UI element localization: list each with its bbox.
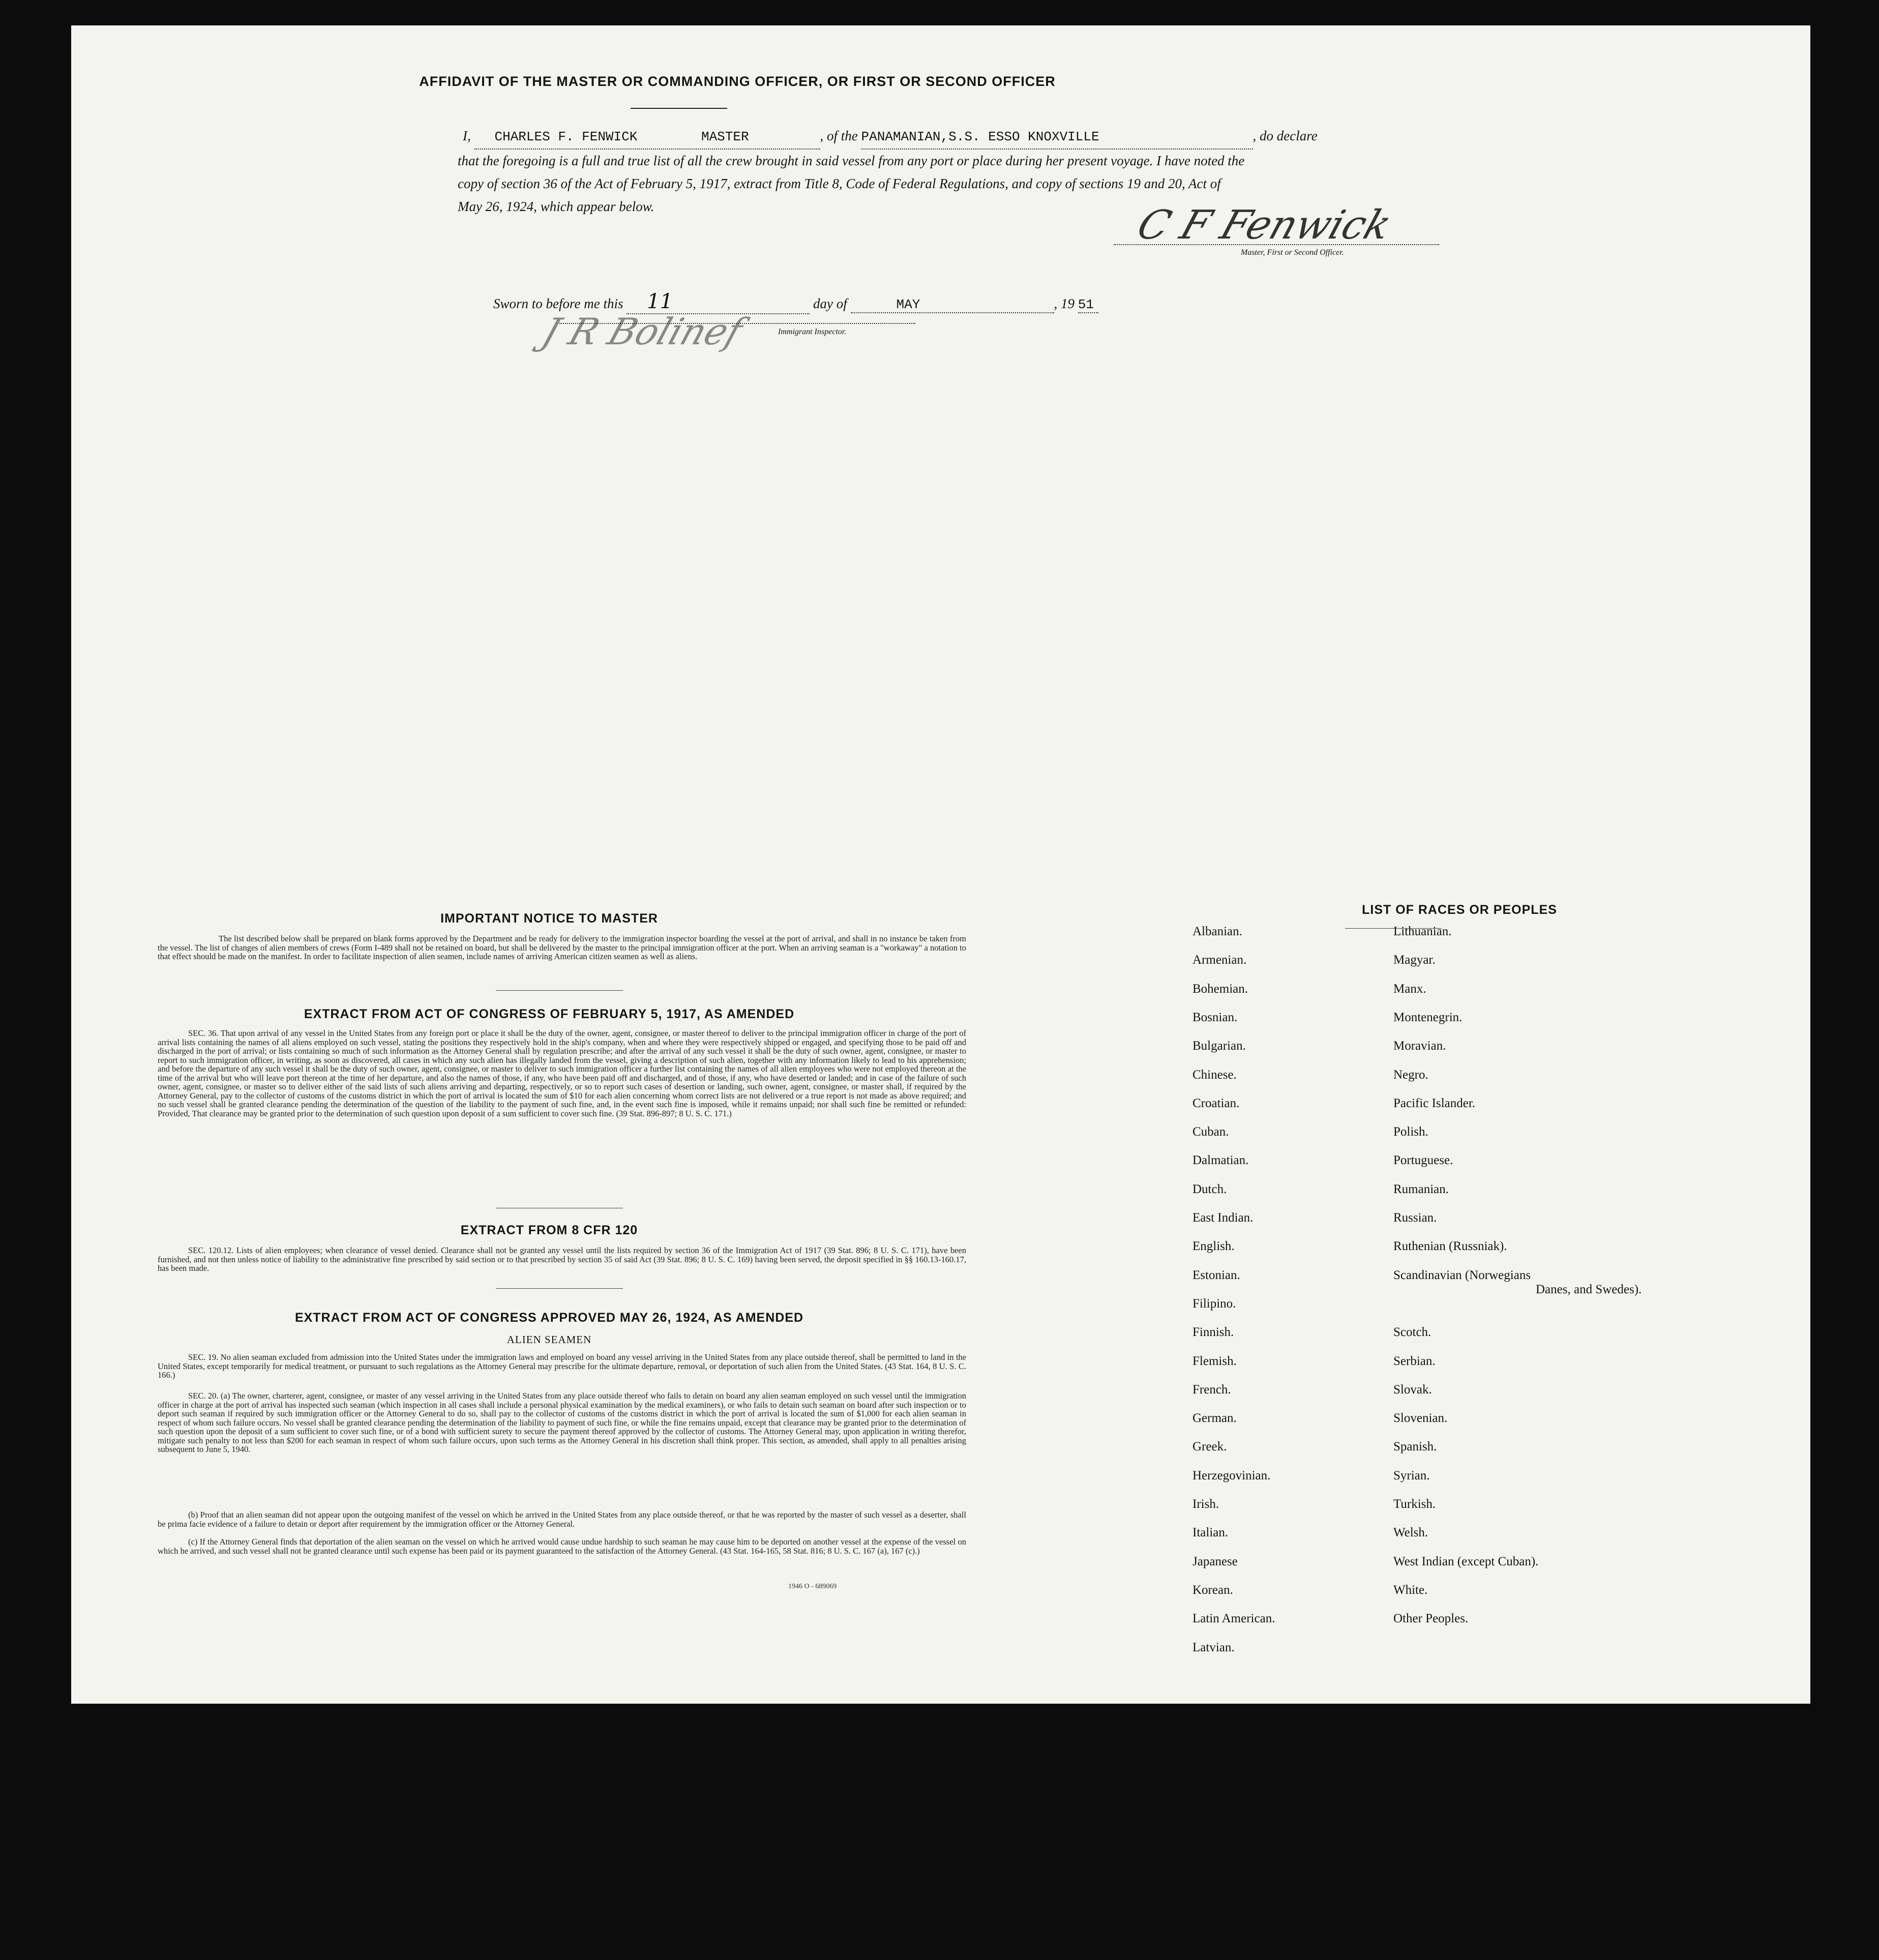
- master-signature: C F Fenwick: [1131, 202, 1397, 248]
- race-item: Pacific Islander.: [1393, 1096, 1476, 1110]
- race-item: Slovak.: [1393, 1382, 1432, 1397]
- race-item: Japanese: [1192, 1554, 1238, 1568]
- race-item: Finnish.: [1192, 1325, 1234, 1340]
- race-item: Portuguese.: [1393, 1153, 1453, 1168]
- race-item: Scotch.: [1393, 1325, 1431, 1340]
- sec-20b-text: (b) Proof that an alien seaman did not appear upon the outgoing manifest of the vessel on which he arrived in the United States from any place outside thereof, or that he was reported by the master of such vessel as a deserter, shall be prima facie evidence of a failure to detain or deport after requirement by the immigration officer or the Attorney General.: [158, 1510, 966, 1529]
- year-value: 51: [1078, 297, 1094, 312]
- race-item: Ruthenian (Russniak).: [1393, 1239, 1507, 1254]
- extract-8cfr-text: SEC. 120.12. Lists of alien employees; when clearance of vessel denied. Clearance shall not be granted any vessel until the lists required by section 36 of the Immigration Act of 1917 (39 Stat. 896; 8 U. S. C. 171), have been furnished, and not then unless notice of liability to the administrative fine prescribed by said section or to that prescribed by section 35 of said Act (39 Stat. 896; 8 U. S. C. 169) having been served, the deposit specified in §§ 160.13-160.17, has been made.: [158, 1245, 966, 1273]
- races-heading: LIST OF RACES OR PEOPLES: [1362, 903, 1557, 917]
- race-item: Herzegovinian.: [1192, 1468, 1271, 1482]
- race-item: Irish.: [1192, 1497, 1219, 1511]
- sworn-month: MAY: [896, 297, 920, 312]
- race-item: Flemish.: [1192, 1354, 1237, 1368]
- sworn-month-field: [851, 297, 1054, 313]
- race-item: Albanian.: [1192, 925, 1242, 938]
- declaration-line-2: that the foregoing is a full and true list of all the crew brought in said vessel from any port or place during her present voyage. I have noted the: [458, 153, 1245, 168]
- race-item: Latvian.: [1192, 1640, 1235, 1654]
- race-item: Spanish.: [1393, 1440, 1437, 1454]
- section-rule: [496, 1288, 623, 1289]
- inspector-signature-line: [559, 323, 915, 324]
- sec-20c-text: (c) If the Attorney General finds that deportation of the alien seaman on the vessel on which he arrived would cause undue hardship to such seaman he may cause him to be deported on another vessel at the expense of the vessel on which he arrived, and such vessel shall not be granted clearance until such expense has been paid or its payment guaranteed to the satisfaction of the Attorney General. (43 Stat. 164-165, 58 Stat. 816; 8 U. S. C. 167 (a), 167 (c).): [158, 1537, 966, 1556]
- year-prefix: , 19: [1054, 296, 1075, 311]
- race-item: Latin American.: [1192, 1612, 1275, 1626]
- race-item: Syrian.: [1393, 1468, 1430, 1482]
- race-item: Russian.: [1393, 1211, 1437, 1225]
- sworn-day: 11: [647, 290, 673, 313]
- title-rule: [631, 108, 727, 109]
- race-item: Greek.: [1192, 1440, 1227, 1454]
- race-item: Bosnian.: [1192, 1010, 1238, 1024]
- race-item: Dalmatian.: [1192, 1153, 1249, 1168]
- officer-rank: MASTER: [701, 129, 749, 144]
- race-item: White.: [1393, 1583, 1428, 1597]
- extract-8cfr-heading: EXTRACT FROM 8 CFR 120: [460, 1223, 638, 1237]
- race-item: Other Peoples.: [1393, 1612, 1469, 1626]
- sec-19-text: SEC. 19. No alien seaman excluded from admission into the United States under the immigration laws and employed on board any vessel arriving in the United States from any place outside thereof, shall be permitted to land in the United States, except temporarily for medical treatment, or pursuant to such regulations as the Attorney General may prescribe for the ultimate departure, removal, or deportation of such alien from the United States. (43 Stat. 164, 8 U. S. C. 166.): [158, 1352, 966, 1380]
- notice-text: The list described below shall be prepared on blank forms approved by the Department and be ready for delivery to the immigration inspector boarding the vessel at the port of arrival, and shall in no instance be taken from the vessel. The list of changes of alien members of crews (Form I-489 shall not be retained on board, but shall be delivered by the master to the principal immigration officer at the port. When an arriving seaman is a "workaway" a notation to that effect should be made on the manifest. In order to facilitate inspection of alien seamen, include names of arriving American citizen seamen as well as aliens.: [158, 934, 966, 961]
- master-signature-line: [1114, 244, 1439, 245]
- race-item: Armenian.: [1192, 953, 1247, 967]
- race-item: Danes, and Swedes).: [1536, 1283, 1642, 1296]
- vessel-name: PANAMANIAN,S.S. ESSO KNOXVILLE: [861, 129, 1099, 144]
- race-item: Dutch.: [1192, 1182, 1227, 1196]
- section-rule: [496, 990, 623, 991]
- officer-name-field: [474, 126, 820, 150]
- race-item: Cuban.: [1192, 1125, 1229, 1139]
- sworn-prefix: Sworn to before me this: [493, 296, 623, 311]
- race-item: Estonian.: [1192, 1268, 1240, 1282]
- extract-1924-heading: EXTRACT FROM ACT OF CONGRESS APPROVED MAY 26, 1924, AS AMENDED: [294, 1311, 804, 1325]
- notice-heading: IMPORTANT NOTICE TO MASTER: [440, 911, 658, 926]
- race-item: Magyar.: [1393, 953, 1436, 967]
- do-declare-label: , do declare: [1252, 128, 1318, 143]
- of-the-label: , of the: [820, 128, 858, 143]
- race-item: Negro.: [1393, 1067, 1428, 1082]
- alien-seamen-subheading: ALIEN SEAMEN: [506, 1333, 592, 1346]
- race-item: Bulgarian.: [1192, 1039, 1246, 1053]
- vessel-field: [861, 126, 1253, 150]
- master-caption: Master, First or Second Officer.: [1241, 248, 1344, 257]
- year-field: [1078, 297, 1098, 313]
- race-item: French.: [1192, 1382, 1231, 1397]
- race-item: Serbian.: [1393, 1354, 1436, 1368]
- affidavit-title: AFFIDAVIT OF THE MASTER OR COMMANDING OFFICER, OR FIRST OR SECOND OFFICER: [419, 74, 1056, 89]
- race-item: Moravian.: [1393, 1039, 1446, 1053]
- race-item: East Indian.: [1192, 1211, 1254, 1225]
- print-code: 1946 O - 689069: [788, 1583, 837, 1590]
- day-of-label: day of: [813, 296, 847, 311]
- race-item: Turkish.: [1393, 1497, 1436, 1511]
- officer-name: CHARLES F. FENWICK: [494, 129, 638, 144]
- race-item: Lithuanian.: [1393, 925, 1452, 938]
- race-item: Korean.: [1192, 1583, 1233, 1597]
- inspector-caption: Immigrant Inspector.: [778, 328, 847, 336]
- inspector-signature: J R Bolinef: [537, 310, 748, 353]
- document-sheet: [71, 25, 1810, 1704]
- race-item: Slovenian.: [1393, 1411, 1448, 1426]
- race-item: Montenegrin.: [1393, 1010, 1463, 1024]
- race-item: Italian.: [1192, 1526, 1229, 1540]
- race-item: Polish.: [1393, 1125, 1428, 1139]
- pronoun: I,: [463, 128, 471, 143]
- race-item: German.: [1192, 1411, 1237, 1426]
- race-item: Croatian.: [1192, 1096, 1240, 1110]
- sec-20a-text: SEC. 20. (a) The owner, charterer, agent, consignee, or master of any vessel arriving in the United States from any place outside thereof who fails to detain on board any alien seaman employed on such vessel until the immigration officer in charge at the port of arrival has inspected such seaman (which inspection in all cases shall include a personal physical examination by the medical examiners), or who fails to detain such seaman on board after such inspection or to deport such seaman if required by such immigration officer or the Attorney General to do so, shall pay to the collector of customs of the customs district in which the port of arrival is located the sum of $1,000 for each alien seaman in respect of whom such failure occurs. No vessel shall be granted clearance pending the determination of the liability to payment of such fine, or while the fine remains unpaid, except that clearance may be granted prior to the determination of such question upon the deposit of a sum sufficient to cover such fine, or of a bond with sufficient surety to secure the payment thereof approved by the collector of customs. The Attorney General may, upon application in writing therefor, mitigate such penalty to not less than $200 for each seaman in respect of whom such failure occurs, upon such terms as the Attorney General in his discretion shall think proper. This section, as amended, shall apply to all penalties arising subsequent to June 5, 1940.: [158, 1391, 966, 1454]
- declaration-line-4: May 26, 1924, which appear below.: [458, 199, 654, 214]
- race-item: Welsh.: [1393, 1526, 1428, 1540]
- race-item: Scandinavian (Norwegians: [1393, 1268, 1531, 1282]
- race-item: Filipino.: [1192, 1296, 1236, 1311]
- race-item: Manx.: [1393, 982, 1426, 996]
- race-item: Bohemian.: [1192, 982, 1248, 996]
- declaration-line-3: copy of section 36 of the Act of February 5, 1917, extract from Title 8, Code of Federal Regulations, and copy of sections 19 and 20, Act of: [458, 176, 1221, 191]
- extract-1917-text: SEC. 36. That upon arrival of any vessel in the United States from any foreign port or place it shall be the duty of the owner, agent, consignee, or master thereof to deliver to the principal immigration officer in charge of the port of arrival lists containing the names of all aliens employed on such vessel, stating the positions they respectively hold in the ship's company, when and where they were respectively shipped or engaged, and specifying those to be paid off and discharged in the port of arrival; or lists containing so much of such information as the Attorney General shall by regulation prescribe; and after the arrival of any such vessel it shall be the duty of such owner, agent, consignee, or master to report to such immigration officer, in writing, as soon as discovered, all cases in which any such alien has illegally landed from the vessel, giving a description of such alien, together with any information likely to lead to his apprehension; and before the departure of any such vessel it shall be the duty of such owner, agent, consignee, or master to deliver to such immigration officer a further list containing the names of all alien employees who were not employed thereon at the time of the arrival but who will leave port thereon at the time of her departure, and also the names of those, if any, who have been paid off and discharged, and of those, if any, who have deserted or landed; and in case of the failure of such owner, agent, consignee, or master so to deliver either of the said lists of such aliens arriving and departing, respectively, or so to report such cases of desertion or landing, such owner, agent, consignee, or master shall, if required by the Attorney General, pay to the collector of customs of the customs district in which the port of arrival is located the sum of $10 for each alien concerning whom correct lists are not delivered or a true report is not made as above required; and no such vessel shall be granted clearance pending the determination of the question of the liability to the payment of such fine, and, in the event such fine is imposed, while it remains unpaid; nor shall such fine be remitted or refunded: Provided, That clearance may be granted prior to the determination of such question upon deposit of a sum sufficient to cover such fine. (39 Stat. 896-897; 8 U. S. C. 171.): [158, 1028, 966, 1118]
- race-item: Chinese.: [1192, 1067, 1237, 1082]
- extract-1917-heading: EXTRACT FROM ACT OF CONGRESS OF FEBRUARY 5, 1917, AS AMENDED: [304, 1007, 795, 1021]
- race-item: West Indian (except Cuban).: [1393, 1554, 1539, 1568]
- race-item: English.: [1192, 1239, 1235, 1254]
- race-item: Rumanian.: [1393, 1182, 1449, 1196]
